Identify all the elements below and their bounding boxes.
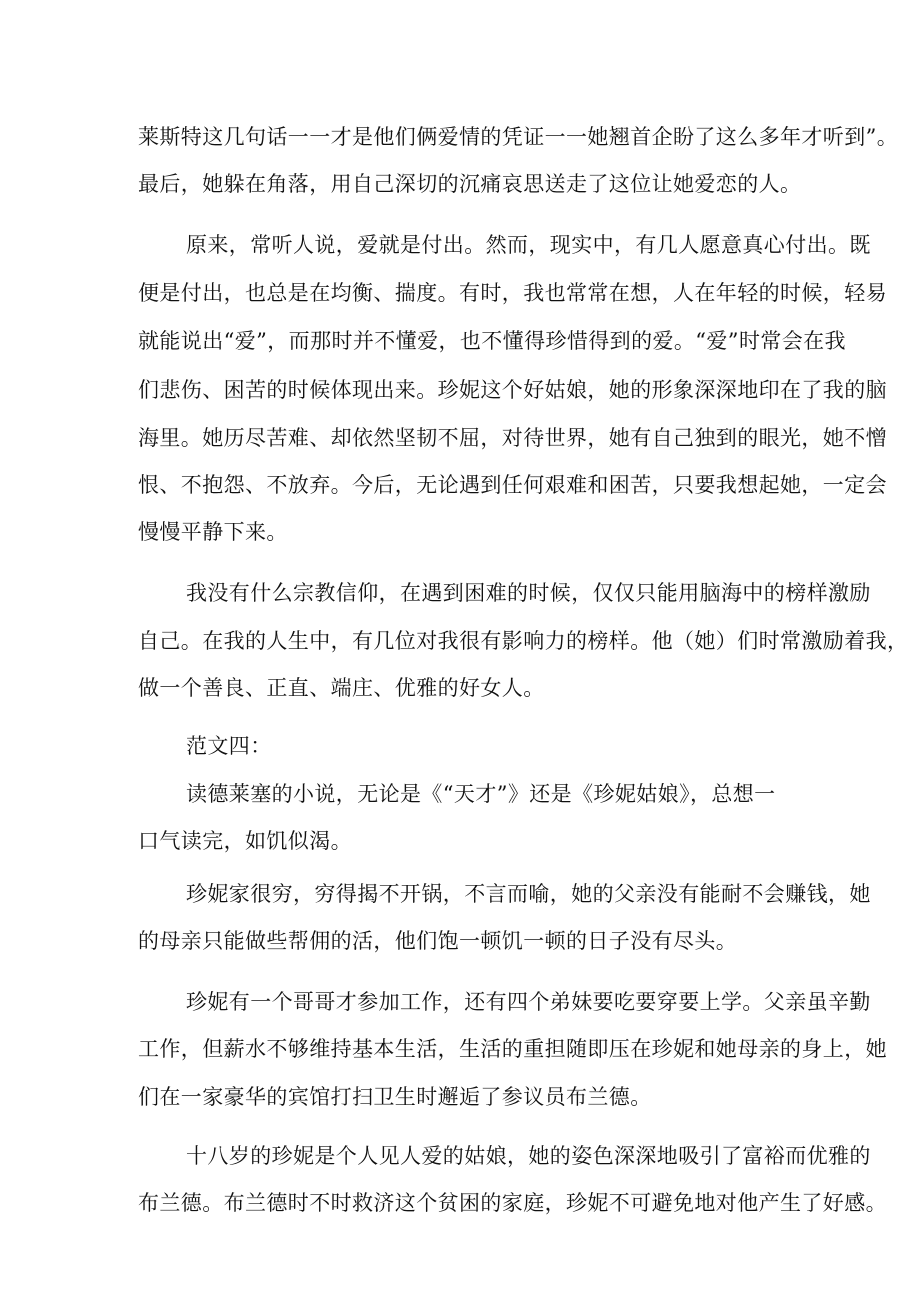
text-line: 莱斯特这几句话一一才是他们俩爱情的凭证一一她翘首企盼了这么多年才听到”。 xyxy=(138,125,899,149)
text-line: 的母亲只能做些帮佣的活，他们饱一顿饥一顿的日子没有尽头。 xyxy=(138,929,738,953)
text-line: 便是付出，也总是在均衡、揣度。有时，我也常常在想，人在年轻的时候，轻易 xyxy=(138,281,887,305)
text-line: 原来，常听人说，爱就是付出。然而，现实中，有几人愿意真心付出。既 xyxy=(186,233,871,257)
text-line: 读德莱塞的小说，无论是《“天才”》还是《珍妮姑娘》，总想一 xyxy=(186,782,776,806)
text-line: 口气读完，如饥似渴。 xyxy=(138,829,352,853)
section-heading: 范文四： xyxy=(186,734,272,758)
text-line: 我没有什么宗教信仰，在遇到困难的时候，仅仅只能用脑海中的榜样激励 xyxy=(186,581,871,605)
text-line: 十八岁的珍妮是个人见人爱的姑娘，她的姿色深深地吸引了富裕而优雅的 xyxy=(186,1144,871,1168)
text-line: 做一个善良、正直、端庄、优雅的好女人。 xyxy=(138,676,545,700)
text-line: 工作，但薪水不够维持基本生活，生活的重担随即压在珍妮和她母亲的身上，她 xyxy=(138,1037,887,1061)
text-line: 就能说出“爱”，而那时并不懂爱，也不懂得珍惜得到的爱。“爱”时常会在我 xyxy=(138,329,846,353)
text-line: 最后，她躲在角落，用自己深切的沉痛哀思送走了这位让她爱恋的人。 xyxy=(138,172,802,196)
text-line: 珍妮家很穷，穷得揭不开锅，不言而喻，她的父亲没有能耐不会赚钱，她 xyxy=(186,882,871,906)
text-line: 恨、不抱怨、不放弃。今后，无论遇到任何艰难和困苦，只要我想起她，一定会 xyxy=(138,473,887,497)
text-line: 们在一家豪华的宾馆打扫卫生时邂逅了参议员布兰德。 xyxy=(138,1085,652,1109)
text-line: 慢慢平静下来。 xyxy=(138,520,288,544)
text-line: 自己。在我的人生中，有几位对我很有影响力的榜样。他（她）们时常激励着我， xyxy=(138,629,909,653)
text-line: 海里。她历尽苦难、却依然坚韧不屈，对待世界，她有自己独到的眼光，她不憎 xyxy=(138,426,887,450)
text-line: 珍妮有一个哥哥才参加工作，还有四个弟妹要吃要穿要上学。父亲虽辛勤 xyxy=(186,990,871,1014)
text-line: 布兰德。布兰德时不时救济这个贫困的家庭，珍妮不可避免地对他产生了好感。 xyxy=(138,1191,887,1215)
text-line: 们悲伤、困苦的时候体现出来。珍妮这个好姑娘，她的形象深深地印在了我的脑 xyxy=(138,378,887,402)
